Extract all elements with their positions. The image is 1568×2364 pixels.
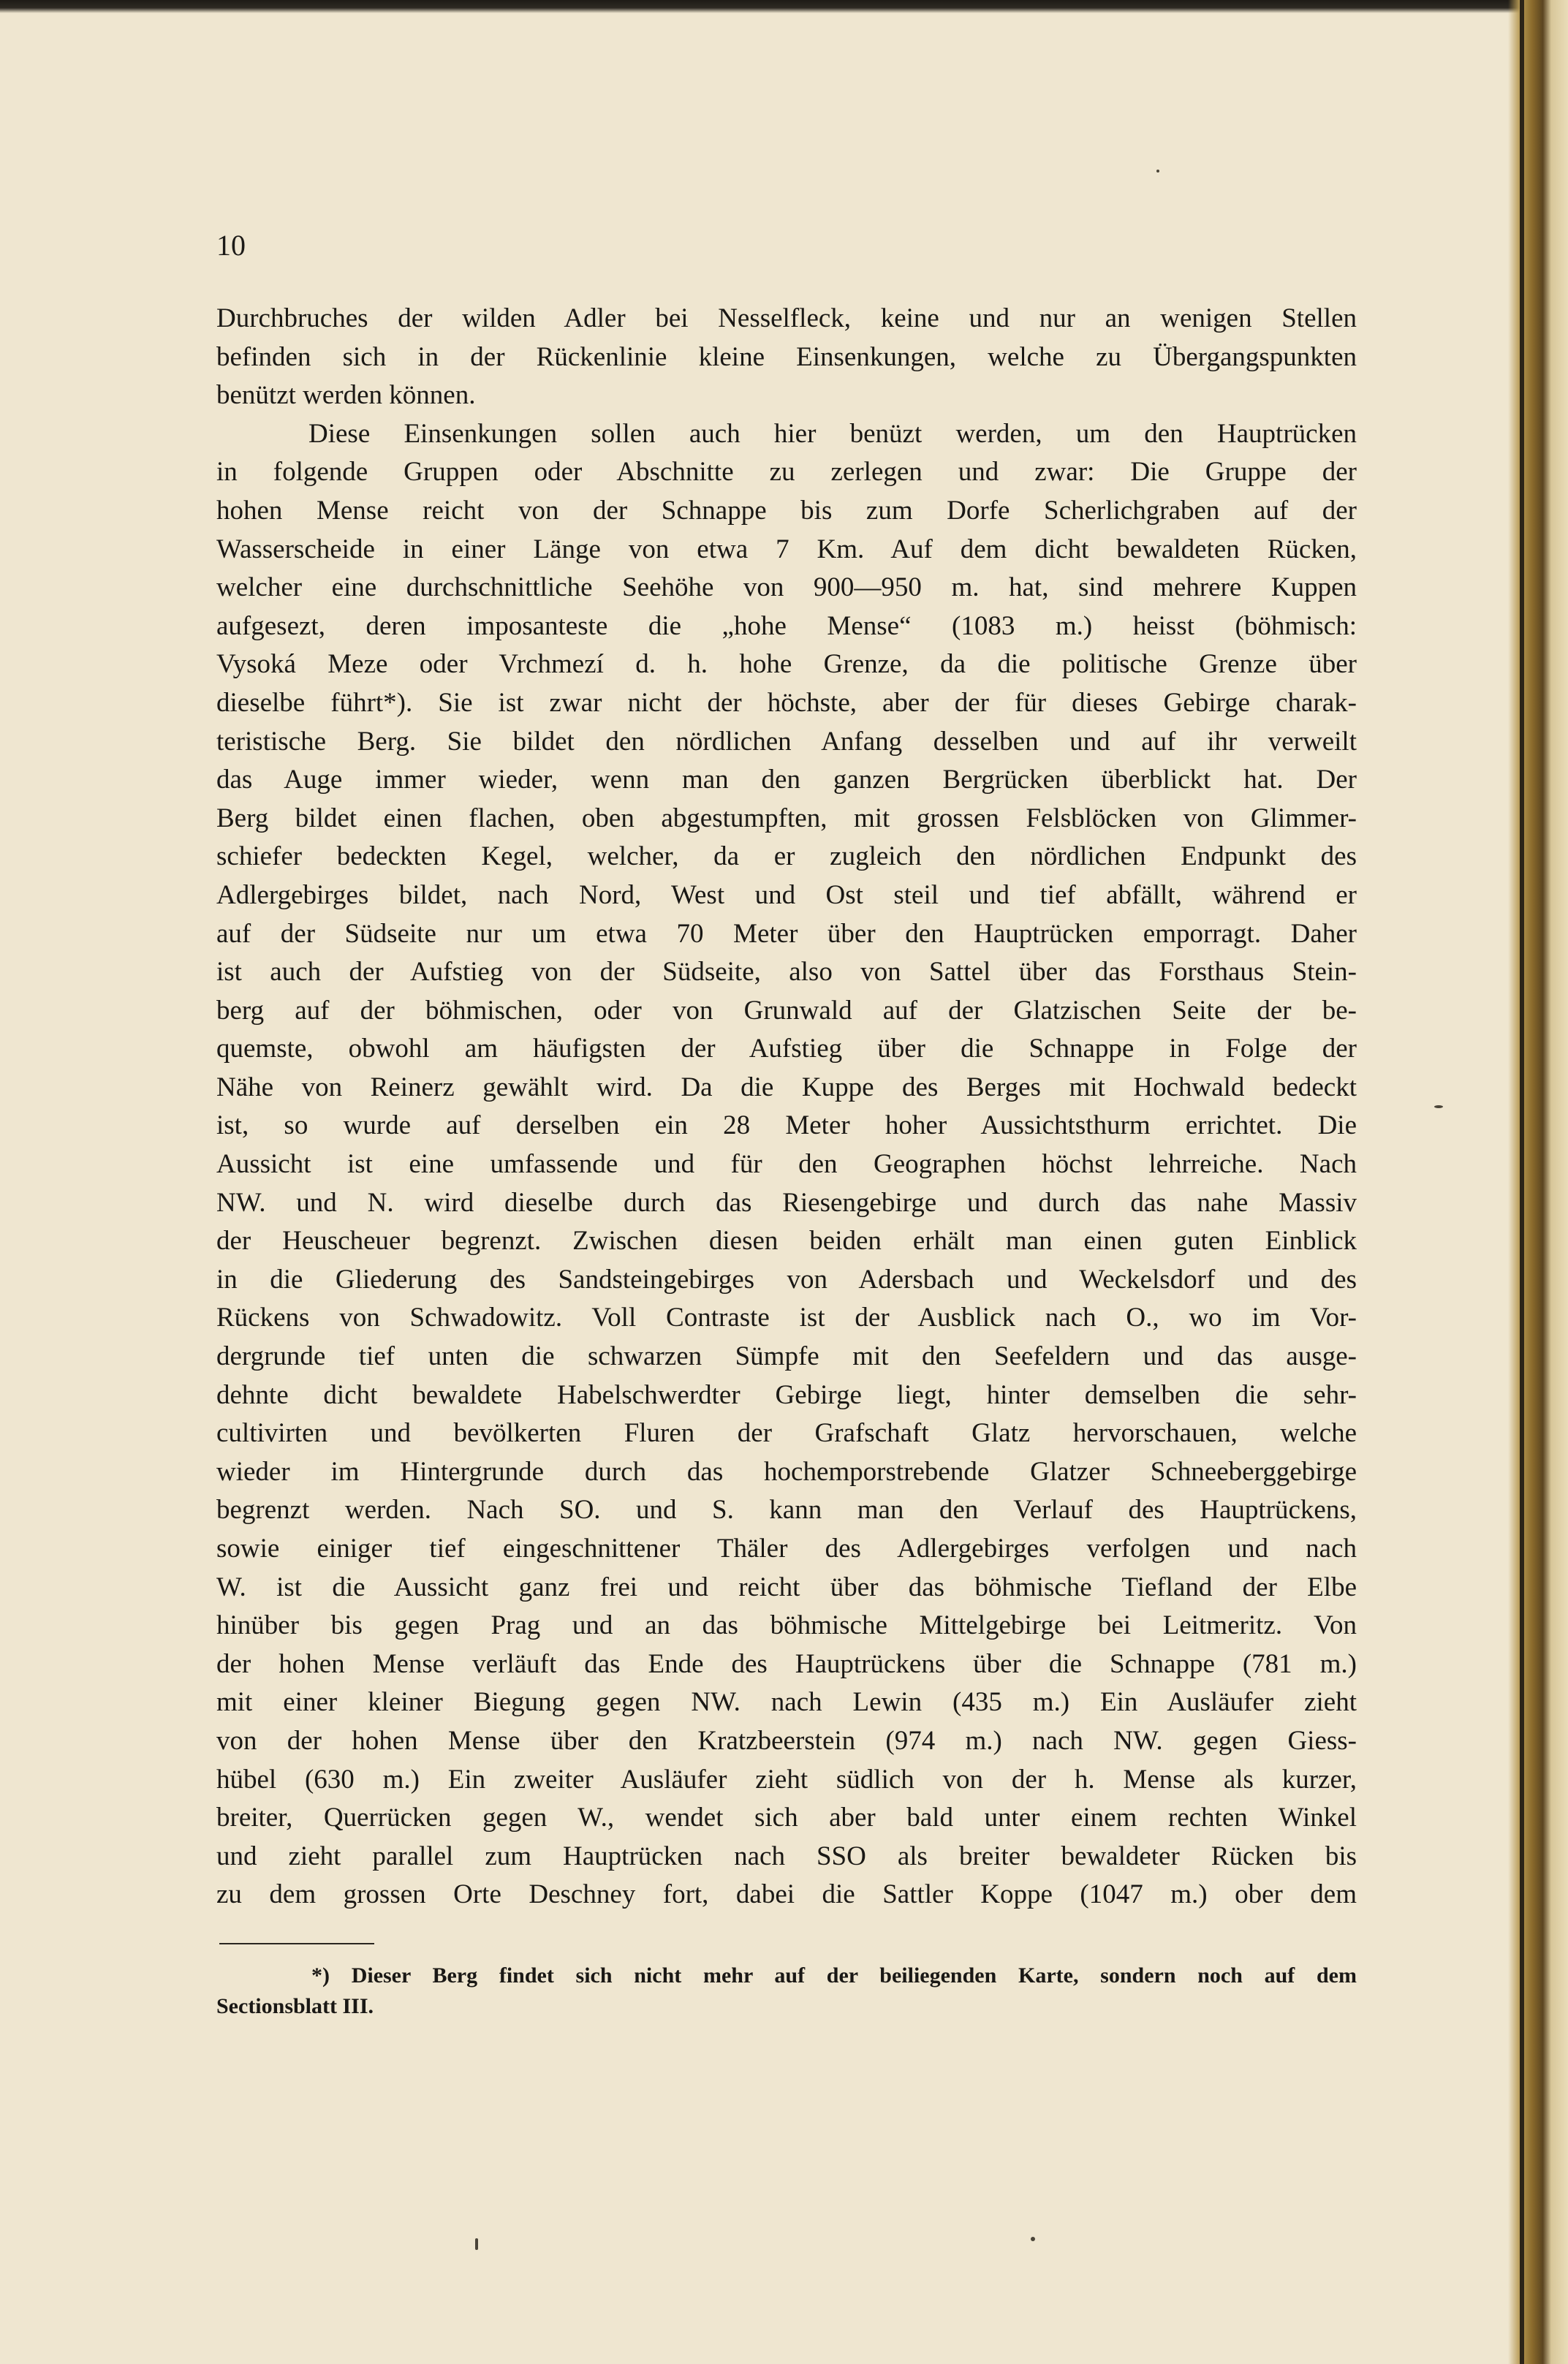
text-line: ist auch der Aufstieg von der Südseite, also von Sattel über das Forsthaus Stein- [216,957,1357,988]
scan-top-shadow [0,0,1568,13]
text-line: auf der Südseite nur um etwa 70 Meter über den Hauptrücken emporragt. Daher [216,918,1357,949]
text-line: cultivirten und bevölkerten Fluren der Grafschaft Glatz hervorschauen, welche [216,1418,1357,1449]
footnote-line: *) Dieser Berg findet sich nicht mehr auf der beiliegenden Karte, sondern noch auf dem [311,1963,1357,1988]
text-line: begrenzt werden. Nach SO. und S. kann man den Verlauf des Hauptrückens, [216,1495,1357,1526]
text-line: befinden sich in der Rückenlinie kleine Einsenkungen, welche zu Übergangspunkten [216,341,1357,372]
text-line: in folgende Gruppen oder Abschnitte zu zerlegen und zwar: Die Gruppe der [216,457,1357,488]
book-spine-edge [1508,0,1568,2364]
text-line: benützt werden können. [216,380,476,411]
text-line: berg auf der böhmischen, oder von Grunwald auf der Glatzischen Seite der be- [216,995,1357,1026]
text-line: teristische Berg. Sie bildet den nördlichen Anfang desselben und auf ihr verweilt [216,726,1357,757]
text-line: dehnte dicht bewaldete Habelschwerdter Gebirge liegt, hinter demselben die sehr- [216,1379,1357,1410]
text-line: ist, so wurde auf derselben ein 28 Meter hoher Aussichtsthurm errichtet. Die [216,1110,1357,1141]
text-line: schiefer bedeckten Kegel, welcher, da er zugleich den nördlichen Endpunkt des [216,841,1357,872]
text-line: das Auge immer wieder, wenn man den ganzen Bergrücken überblickt hat. Der [216,765,1357,795]
print-speck [1031,2237,1035,2241]
print-speck [475,2238,478,2250]
text-line: der hohen Mense verläuft das Ende des Hauptrückens über die Schnappe (781 m.) [216,1648,1357,1679]
text-line: der Heuscheuer begrenzt. Zwischen diesen beiden erhält man einen guten Einblick [216,1226,1357,1257]
text-line: hinüber bis gegen Prag und an das böhmische Mittelgebirge bei Leitmeritz. Von [216,1610,1357,1641]
text-line: NW. und N. wird dieselbe durch das Riesengebirge und durch das nahe Massiv [216,1187,1357,1218]
print-speck [1434,1105,1443,1108]
text-line: dieselbe führt*). Sie ist zwar nicht der höchste, aber der für dieses Gebirge charak- [216,687,1357,718]
text-line: von der hohen Mense über den Kratzbeerstein (974 m.) nach NW. gegen Giess- [216,1725,1357,1756]
text-line: dergrunde tief unten die schwarzen Sümpfe mit den Seefeldern und das ausge- [216,1341,1357,1372]
body-text [216,300,1357,1914]
text-line: Adlergebirges bildet, nach Nord, West und Ost steil und tief abfällt, während er [216,879,1357,910]
text-line: Wasserscheide in einer Länge von etwa 7 Km. Auf dem dicht bewaldeten Rücken, [216,534,1357,564]
text-line: Aussicht ist eine umfassende und für den Geographen höchst lehrreiche. Nach [216,1149,1357,1180]
text-line: in die Gliederung des Sandsteingebirges von Adersbach und Weckelsdorf und des [216,1264,1357,1295]
footnote-rule [219,1943,374,1944]
text-line: Nähe von Reinerz gewählt wird. Da die Kuppe des Berges mit Hochwald bedeckt [216,1072,1357,1102]
text-line: mit einer kleiner Biegung gegen NW. nach Lewin (435 m.) Ein Ausläufer zieht [216,1687,1357,1718]
text-line: Vysoká Meze oder Vrchmezí d. h. hohe Grenze, da die politische Grenze über [216,649,1357,680]
text-line: Berg bildet einen flachen, oben abgestumpften, mit grossen Felsblöcken von Glimmer- [216,803,1357,833]
spine-shadow-line [1520,0,1524,2364]
text-line: zu dem grossen Orte Deschney fort, dabei die Sattler Koppe (1047 m.) ober dem [216,1879,1357,1910]
page-number: 10 [216,229,246,262]
text-line: wieder im Hintergrunde durch das hochemporstrebende Glatzer Schneeberggebirge [216,1456,1357,1487]
text-line: und zieht parallel zum Hauptrücken nach SSO als breiter bewaldeter Rücken bis [216,1841,1357,1871]
footnote [216,1960,1357,2022]
text-line: breiter, Querrücken gegen W., wendet sich aber bald unter einem rechten Winkel [216,1803,1357,1833]
text-line: Diese Einsenkungen sollen auch hier benüzt werden, um den Hauptrücken [308,418,1357,449]
text-line: welcher eine durchschnittliche Seehöhe von 900—950 m. hat, sind mehrere Kuppen [216,572,1357,603]
text-line: sowie einiger tief eingeschnittener Thäler des Adlergebirges verfolgen und nach [216,1534,1357,1564]
text-line: quemste, obwohl am häufigsten der Aufstieg über die Schnappe in Folge der [216,1034,1357,1064]
footnote-line: Sectionsblatt III. [216,1994,374,2018]
text-line: hübel (630 m.) Ein zweiter Ausläufer zieht südlich von der h. Mense als kurzer, [216,1764,1357,1795]
print-speck [1156,170,1159,173]
text-line: aufgesezt, deren imposanteste die „hohe Mense“ (1083 m.) heisst (böhmisch: [216,610,1357,641]
text-line: hohen Mense reicht von der Schnappe bis zum Dorfe Scherlichgraben auf der [216,495,1357,526]
text-line: W. ist die Aussicht ganz frei und reicht über das böhmische Tiefland der Elbe [216,1572,1357,1602]
text-line: Rückens von Schwadowitz. Voll Contraste ist der Ausblick nach O., wo im Vor- [216,1303,1357,1333]
text-line: Durchbruches der wilden Adler bei Nesselfleck, keine und nur an wenigen Stellen [216,303,1357,333]
